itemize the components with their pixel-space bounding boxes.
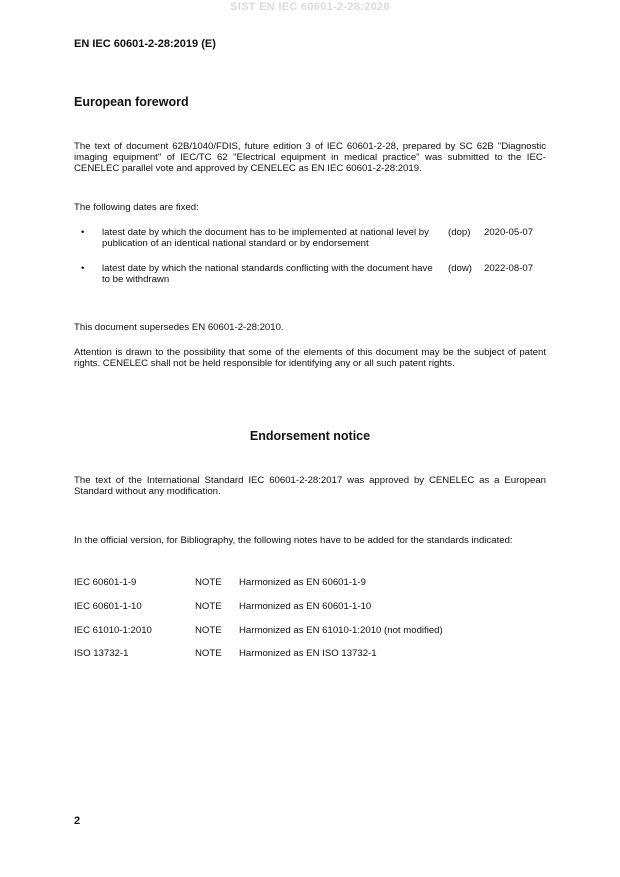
note-text: Harmonized as EN 60601-1-10 bbox=[239, 601, 372, 612]
dates-intro: The following dates are fixed: bbox=[74, 202, 199, 213]
watermark: SIST EN IEC 60601-2-28:2020 bbox=[230, 1, 390, 13]
note-label: NOTE bbox=[195, 601, 222, 612]
note-label: NOTE bbox=[195, 648, 222, 659]
date-item-code: (dop) bbox=[448, 227, 471, 238]
date-item-date: 2022-08-07 bbox=[484, 263, 534, 274]
foreword-intro: The text of document 62B/1040/FDIS, future edition 3 of IEC 60601-2-28, prepared by SC 62B "Diagnostic imaging equipment" of IEC/TC 62 "Electrical equipment in medical practice" was submitted to the IEC-CENELEC parallel vote and approved by CENELEC as EN IEC 60601-2-28:2019. bbox=[74, 141, 546, 174]
note-label: NOTE bbox=[195, 577, 222, 588]
date-item-code: (dow) bbox=[448, 263, 472, 274]
bullet-icon: • bbox=[81, 227, 85, 238]
note-text: Harmonized as EN 60601-1-9 bbox=[239, 577, 366, 588]
note-standard: IEC 61010-1:2010 bbox=[74, 625, 152, 636]
supersedes-note: This document supersedes EN 60601-2-28:2010. bbox=[74, 322, 284, 333]
bullet-icon: • bbox=[81, 263, 85, 274]
note-label: NOTE bbox=[195, 625, 222, 636]
date-item-text: latest date by which the national standards conflicting with the document have to be withdrawn bbox=[102, 263, 433, 285]
note-standard: ISO 13732-1 bbox=[74, 648, 129, 659]
bibliography-intro: In the official version, for Bibliography, the following notes have to be added for the standards indicated: bbox=[74, 535, 513, 546]
patent-attention: Attention is drawn to the possibility that some of the elements of this document may be the subject of patent rights. CENELEC shall not be held responsible for identifying any or all such patent rights. bbox=[74, 347, 546, 369]
endorsement-text: The text of the International Standard IEC 60601-2-28:2017 was approved by CENELEC as a European Standard without any modification. bbox=[74, 475, 546, 497]
note-standard: IEC 60601-1-9 bbox=[74, 577, 137, 588]
page-number: 2 bbox=[74, 815, 81, 827]
note-text: Harmonized as EN ISO 13732-1 bbox=[239, 648, 377, 659]
endorsement-title: Endorsement notice bbox=[249, 429, 371, 443]
foreword-title: European foreword bbox=[74, 95, 189, 109]
note-standard: IEC 60601-1-10 bbox=[74, 601, 142, 612]
document-id: EN IEC 60601-2-28:2019 (E) bbox=[74, 38, 216, 50]
date-item-text: latest date by which the document has to be implemented at national level by publication of an identical national standard or by endorsement bbox=[102, 227, 429, 249]
date-item-date: 2020-05-07 bbox=[484, 227, 534, 238]
note-text: Harmonized as EN 61010-1:2010 (not modified) bbox=[239, 625, 443, 636]
